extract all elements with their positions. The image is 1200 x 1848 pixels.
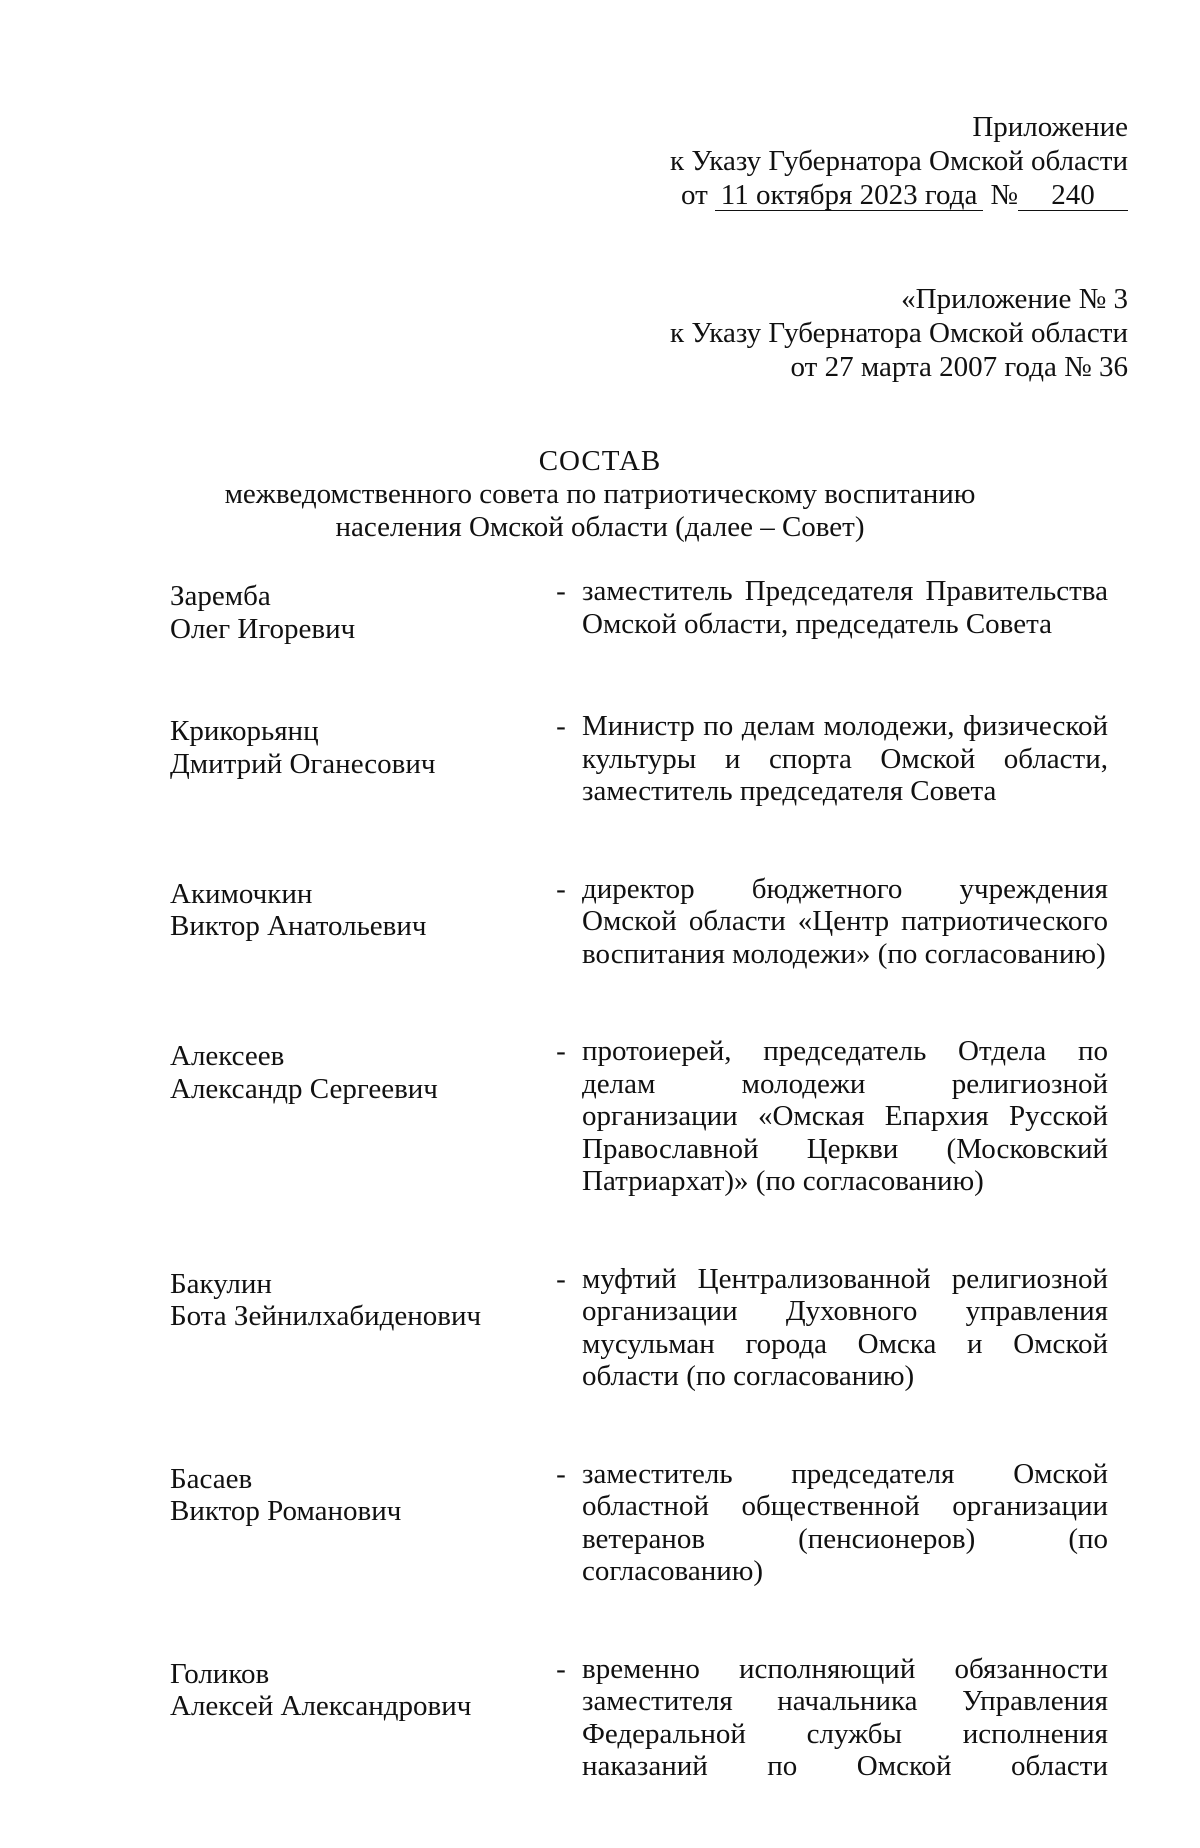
original-decree-reference: к Указу Губернатора Омской области: [669, 317, 1128, 349]
member-role: Министр по делам молодежи, физической культуры и спорта Омской области, заместитель председателя Совета: [582, 710, 1108, 807]
decree-number: 240: [1018, 180, 1128, 211]
member-name: [170, 575, 540, 645]
separator-dash: -: [556, 575, 566, 607]
member-given-names: Виктор Романович: [170, 1495, 402, 1527]
separator-dash: -: [556, 1457, 566, 1490]
member-surname: Бакулин: [170, 1267, 272, 1300]
member-given-names: Дмитрий Оганесович: [170, 747, 436, 780]
separator-dash: -: [556, 710, 566, 742]
member-surname: Крикорьянц: [170, 715, 319, 747]
title-line-2: населения Омской области (далее – Совет): [335, 511, 865, 543]
separator-dash: -: [556, 1652, 566, 1685]
member-role: заместитель председателя Омской областной общественной организации ветеранов (пенсионеров) (по согласованию): [582, 1457, 1108, 1587]
decree-date: 11 октября 2023 года: [715, 180, 983, 211]
member-row: [170, 1653, 1128, 1783]
number-label: №: [990, 179, 1018, 211]
member-name: [170, 1035, 540, 1198]
separator-dash: -: [556, 1262, 566, 1295]
member-name: [170, 1458, 540, 1588]
member-row: [170, 1035, 1128, 1198]
member-name: [170, 873, 540, 971]
member-surname: Алексеев: [170, 1040, 285, 1072]
member-role: протоиерей, председатель Отдела по делам молодежи религиозной организации «Омская Епархия Русской Православной Церкви (Московский Патриархат)» (по согласованию): [582, 1035, 1108, 1197]
annex-decree-reference: к Указу Губернатора Омской области: [669, 145, 1128, 177]
annex-current-header: [508, 110, 1128, 212]
member-given-names: Бота Зейнилхабиденович: [170, 1300, 482, 1332]
member-row: [170, 1263, 1128, 1393]
title-heading: СОСТАВ: [538, 445, 662, 477]
member-row: [170, 873, 1128, 971]
original-annex-label: «Приложение № 3: [901, 283, 1128, 315]
annex-original-header: [508, 282, 1128, 384]
separator-dash: -: [556, 872, 566, 905]
separator-dash: -: [556, 1035, 566, 1067]
member-role: временно исполняющий обязанности заместителя начальника Управления Федеральной службы исполнения наказаний по Омской области: [582, 1652, 1108, 1782]
member-row: [170, 1458, 1128, 1588]
member-name: [170, 1263, 540, 1393]
member-given-names: Александр Сергеевич: [170, 1072, 438, 1105]
member-role: заместитель Председателя Правительства Омской области, председатель Совета: [582, 575, 1108, 640]
member-row: [170, 575, 1128, 645]
member-given-names: Олег Игоревич: [170, 612, 356, 645]
annex-date-line: [508, 178, 1128, 212]
member-role: директор бюджетного учреждения Омской области «Центр патриотического воспитания молодежи» (по согласованию): [582, 872, 1108, 970]
member-surname: Голиков: [170, 1657, 270, 1690]
member-name: [170, 1653, 540, 1783]
member-name: [170, 710, 540, 808]
annex-label: Приложение: [972, 111, 1128, 143]
member-role: муфтий Централизованной религиозной организации Духовного управления мусульман города Омска и Омской области (по согласованию): [582, 1262, 1108, 1392]
member-given-names: Алексей Александрович: [170, 1690, 472, 1722]
member-surname: Акимочкин: [170, 877, 313, 910]
council-members-list: [170, 575, 1128, 1848]
member-given-names: Виктор Анатольевич: [170, 910, 427, 942]
member-surname: Заремба: [170, 580, 271, 612]
title-line-1: межведомственного совета по патриотическому воспитанию: [224, 478, 976, 510]
document-title: [0, 445, 1200, 544]
original-decree-date: от 27 марта 2007 года № 36: [790, 351, 1128, 383]
member-row: [170, 710, 1128, 808]
member-surname: Басаев: [170, 1462, 253, 1495]
from-label: от: [681, 179, 708, 211]
